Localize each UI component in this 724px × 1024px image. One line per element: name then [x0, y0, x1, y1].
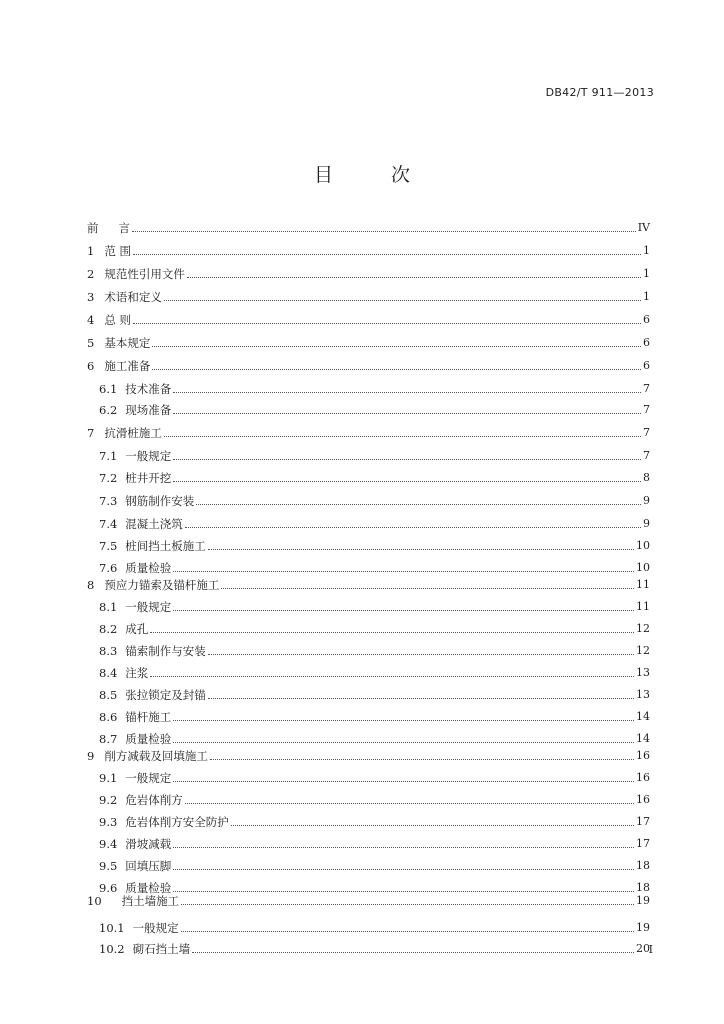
toc-entry-number: 7.5 [99, 539, 118, 553]
toc-entry-number: 8.3 [99, 644, 118, 658]
toc-entry-number: 6.2 [99, 403, 118, 417]
toc-entry-title: 范 围 [104, 244, 131, 258]
toc-leader-dots [187, 276, 641, 278]
toc-leader-dots [196, 503, 641, 505]
toc-entry-page: 1 [643, 267, 650, 280]
toc-entry-number: 6.1 [99, 382, 118, 396]
toc-entry-title: 现场准备 [125, 403, 172, 417]
toc-entry-number: 8 [87, 578, 95, 592]
toc-entry-title: 言 [118, 221, 130, 235]
toc-leader-dots [173, 412, 641, 414]
toc-entry[interactable] [87, 741, 650, 763]
toc-entry-title: 削方减载及回填施工 [104, 749, 208, 763]
toc-entry-title: 锚杆施工 [125, 710, 172, 724]
toc-leader-dots [133, 253, 641, 255]
toc-entry[interactable] [87, 351, 650, 373]
toc-entry[interactable] [87, 763, 650, 785]
toc-leader-dots [173, 719, 634, 721]
toc-entry-title: 桩间挡土板施工 [125, 539, 206, 553]
toc-entry[interactable] [87, 807, 650, 829]
toc-entry-title: 基本规定 [104, 336, 151, 350]
toc-entry-number: 9.2 [99, 793, 118, 807]
toc-leader-dots [150, 631, 634, 633]
toc-entry-page: 6 [643, 313, 650, 326]
toc-entry-number: 8.1 [99, 600, 118, 614]
toc-entry[interactable] [87, 305, 650, 327]
toc-leader-dots [173, 391, 641, 393]
toc-entry-title: 混凝土浇筑 [125, 517, 183, 531]
toc-entry-page: 16 [636, 749, 650, 762]
toc-entry[interactable] [87, 934, 650, 956]
toc-entry-number: 8.4 [99, 666, 118, 680]
toc-entry-number: 9.1 [99, 771, 118, 785]
toc-entry[interactable] [87, 328, 650, 350]
toc-entry-number: 9.5 [99, 859, 118, 873]
toc-entry-page: 10 [636, 539, 650, 552]
toc-entry[interactable] [87, 486, 650, 508]
toc-entry-title: 危岩体削方 [125, 793, 183, 807]
toc-entry-page: 12 [636, 622, 650, 635]
toc-entry[interactable] [87, 636, 650, 658]
toc-leader-dots [181, 930, 634, 932]
toc-leader-dots [185, 526, 641, 528]
toc-entry-page: 1 [643, 244, 650, 257]
toc-entry-page: 6 [643, 359, 650, 372]
toc-entry-title: 成孔 [125, 622, 149, 636]
toc-leader-dots [150, 675, 634, 677]
toc-entry[interactable] [87, 680, 650, 702]
toc-title: 目 次 [313, 164, 437, 186]
toc-entry-number: 10.2 [99, 942, 125, 956]
toc-entry-page: 7 [643, 382, 650, 395]
toc-entry-page: 16 [636, 793, 650, 806]
toc-entry-number: 9 [87, 749, 95, 763]
toc-entry-number: 9.4 [99, 837, 118, 851]
toc-entry[interactable] [87, 829, 650, 851]
toc-entry[interactable] [87, 259, 650, 281]
toc-entry-title: 术语和定义 [104, 290, 162, 304]
toc-entry-page: 14 [636, 710, 650, 723]
toc-entry-page: 12 [636, 644, 650, 657]
toc-leader-dots [164, 299, 641, 301]
toc-leader-dots [208, 548, 634, 550]
toc-entry[interactable] [87, 441, 650, 463]
toc-leader-dots [210, 758, 634, 760]
toc-entry-title: 质量检验 [125, 561, 172, 575]
toc-entry-page: 18 [636, 859, 650, 872]
toc-entry[interactable] [87, 374, 650, 396]
toc-entry-number: 10.1 [99, 921, 125, 935]
toc-entry[interactable] [87, 785, 650, 807]
toc-entry-page: 6 [643, 336, 650, 349]
toc-entry-page: 19 [636, 921, 650, 934]
toc-leader-dots [192, 951, 634, 953]
toc-entry-page: 18 [636, 881, 650, 894]
toc-leader-dots [231, 824, 634, 826]
toc-entry-title: 挡土墙施工 [121, 894, 180, 908]
toc-entry-title: 质量检验 [125, 881, 172, 895]
toc-entry[interactable] [87, 614, 650, 636]
toc-entry[interactable] [87, 395, 650, 417]
toc-entry-title: 质量检验 [125, 732, 172, 746]
toc-entry-title: 总 则 [104, 313, 131, 327]
toc-entry-number: 7.6 [99, 561, 118, 575]
toc-entry-number: 3 [87, 290, 95, 304]
toc-entry-page: 1 [643, 290, 650, 303]
toc-entry-number: 7.4 [99, 517, 118, 531]
toc-entry-number: 4 [87, 313, 95, 327]
toc-entry-title: 危岩体削方安全防护 [125, 815, 229, 829]
toc-entry-title: 桩井开挖 [125, 471, 172, 485]
toc-entry-page: 20 [636, 942, 650, 955]
toc-entry-title: 砌石挡土墙 [132, 942, 191, 956]
toc-entry-page: 19 [636, 894, 650, 907]
toc-entry[interactable] [87, 592, 650, 614]
toc-leader-dots [152, 368, 641, 370]
toc-entry-page: 11 [636, 578, 650, 591]
toc-leader-dots [173, 458, 641, 460]
toc-entry[interactable] [87, 702, 650, 724]
toc-entry-title: 滑坡减载 [125, 837, 172, 851]
toc-entry[interactable] [87, 213, 650, 235]
toc-entry-number: 1 [87, 244, 95, 258]
toc-leader-dots [173, 846, 634, 848]
toc-leader-dots [173, 868, 634, 870]
toc-entry-number: 8.5 [99, 688, 118, 702]
toc-entry[interactable] [87, 236, 650, 258]
toc-entry[interactable] [87, 886, 650, 908]
toc-entry-number: 7.1 [99, 449, 118, 463]
toc-leader-dots [152, 345, 641, 347]
toc-entry-number: 9.6 [99, 881, 118, 895]
toc-entry-title: 张拉锁定及封锚 [125, 688, 206, 702]
toc-leader-dots [181, 903, 634, 905]
toc-leader-dots [173, 609, 634, 611]
page-number: I [648, 943, 653, 956]
toc-entry-page: 13 [636, 688, 650, 701]
toc-entry-page: IV [637, 221, 650, 234]
toc-entry-title: 钢筋制作安装 [125, 494, 195, 508]
toc-leader-dots [185, 802, 634, 804]
toc-entry-title: 一般规定 [125, 771, 172, 785]
toc-entry-number: 5 [87, 336, 95, 350]
toc-entry-title: 一般规定 [132, 921, 179, 935]
toc-leader-dots [132, 230, 636, 232]
toc-entry-number: 7.3 [99, 494, 118, 508]
toc-entry-title: 规范性引用文件 [104, 267, 185, 281]
toc-entry-page: 16 [636, 771, 650, 784]
document-code: DB42/T 911—2013 [545, 86, 654, 99]
toc-entry-page: 17 [636, 837, 650, 850]
toc-entry-title: 一般规定 [125, 600, 172, 614]
toc-entry-number: 8.7 [99, 732, 118, 746]
toc-entry-page: 14 [636, 732, 650, 745]
toc-entry-number: 2 [87, 267, 95, 281]
toc-entry-page: 9 [643, 494, 650, 507]
toc-entry[interactable] [87, 913, 650, 935]
toc-entry[interactable] [87, 282, 650, 304]
toc-entry-title: 技术准备 [125, 382, 172, 396]
toc-entry-title: 注浆 [125, 666, 149, 680]
toc-entry[interactable] [87, 658, 650, 680]
toc-entry-title: 一般规定 [125, 449, 172, 463]
toc-leader-dots [208, 653, 634, 655]
toc-leader-dots [208, 697, 634, 699]
toc-entry-title: 预应力锚索及锚杆施工 [104, 578, 220, 592]
toc-entry-page: 11 [636, 600, 650, 613]
toc-entry-page: 7 [643, 403, 650, 416]
toc-entry[interactable] [87, 463, 650, 485]
toc-entry-title: 施工准备 [104, 359, 151, 373]
toc-entry-page: 10 [636, 561, 650, 574]
toc-leader-dots [164, 435, 641, 437]
toc-entry-title: 抗滑桩施工 [104, 426, 162, 440]
toc-entry[interactable] [87, 531, 650, 553]
toc-entry-number: 10 [87, 894, 102, 908]
toc-leader-dots [173, 480, 641, 482]
toc-entry-number: 9.3 [99, 815, 118, 829]
toc-entry-number: 6 [87, 359, 95, 373]
toc-leader-dots [133, 322, 641, 324]
toc-entry-page: 8 [643, 471, 650, 484]
toc-entry-page: 7 [643, 449, 650, 462]
toc-entry-page: 9 [643, 517, 650, 530]
toc-entry-page: 13 [636, 666, 650, 679]
toc-entry[interactable] [87, 418, 650, 440]
toc-leader-dots [221, 587, 634, 589]
toc-entry-number: 7.2 [99, 471, 118, 485]
toc-entry-number: 8.6 [99, 710, 118, 724]
toc-entry-title: 锚索制作与安装 [125, 644, 206, 658]
toc-entry[interactable] [87, 570, 650, 592]
toc-entry[interactable] [87, 851, 650, 873]
toc-entry-number: 7 [87, 426, 95, 440]
toc-entry-page: 7 [643, 426, 650, 439]
toc-entry[interactable] [87, 509, 650, 531]
toc-entry-page: 17 [636, 815, 650, 828]
toc-leader-dots [173, 780, 634, 782]
toc-entry-number: 前 [87, 221, 99, 235]
toc-entry-number: 8.2 [99, 622, 118, 636]
toc-entry-title: 回填压脚 [125, 859, 172, 873]
